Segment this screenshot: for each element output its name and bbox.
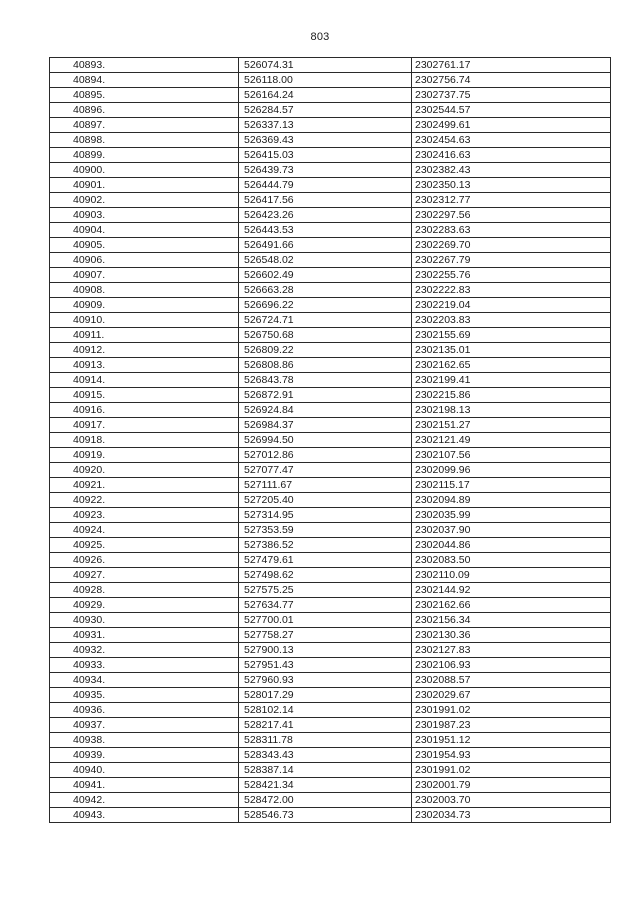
y-coordinate-cell: 2302115.17 <box>412 478 611 493</box>
point-id-cell: 40943. <box>50 808 239 823</box>
point-id-cell: 40899. <box>50 148 239 163</box>
y-coordinate-cell: 2302083.50 <box>412 553 611 568</box>
y-coordinate-cell: 2302151.27 <box>412 418 611 433</box>
x-coordinate-cell: 526164.24 <box>239 88 412 103</box>
point-id-cell: 40930. <box>50 613 239 628</box>
point-id-cell: 40919. <box>50 448 239 463</box>
x-coordinate-cell: 526337.13 <box>239 118 412 133</box>
y-coordinate-cell: 2302761.17 <box>412 58 611 73</box>
table-row <box>50 313 611 328</box>
y-coordinate-cell: 2302044.86 <box>412 538 611 553</box>
y-coordinate-cell: 2302255.76 <box>412 268 611 283</box>
table-row <box>50 88 611 103</box>
y-coordinate-cell: 2302099.96 <box>412 463 611 478</box>
table-row <box>50 148 611 163</box>
y-coordinate-cell: 2301991.02 <box>412 703 611 718</box>
table-row <box>50 238 611 253</box>
x-coordinate-cell: 526808.86 <box>239 358 412 373</box>
table-row <box>50 58 611 73</box>
x-coordinate-cell: 526602.49 <box>239 268 412 283</box>
point-id-cell: 40893. <box>50 58 239 73</box>
x-coordinate-cell: 526284.57 <box>239 103 412 118</box>
x-coordinate-cell: 528421.34 <box>239 778 412 793</box>
x-coordinate-cell: 526872.91 <box>239 388 412 403</box>
x-coordinate-cell: 527700.01 <box>239 613 412 628</box>
table-row <box>50 748 611 763</box>
y-coordinate-cell: 2302001.79 <box>412 778 611 793</box>
table-row <box>50 688 611 703</box>
x-coordinate-cell: 527012.86 <box>239 448 412 463</box>
table-row <box>50 253 611 268</box>
y-coordinate-cell: 2302269.70 <box>412 238 611 253</box>
table-row <box>50 448 611 463</box>
y-coordinate-cell: 2302088.57 <box>412 673 611 688</box>
x-coordinate-cell: 526423.26 <box>239 208 412 223</box>
x-coordinate-cell: 526843.78 <box>239 373 412 388</box>
x-coordinate-cell: 528472.00 <box>239 793 412 808</box>
table-row <box>50 553 611 568</box>
table-row <box>50 403 611 418</box>
point-id-cell: 40920. <box>50 463 239 478</box>
point-id-cell: 40918. <box>50 433 239 448</box>
point-id-cell: 40925. <box>50 538 239 553</box>
x-coordinate-cell: 528217.41 <box>239 718 412 733</box>
point-id-cell: 40929. <box>50 598 239 613</box>
table-row <box>50 388 611 403</box>
y-coordinate-cell: 2302144.92 <box>412 583 611 598</box>
x-coordinate-cell: 526491.66 <box>239 238 412 253</box>
y-coordinate-cell: 2301991.02 <box>412 763 611 778</box>
table-row <box>50 328 611 343</box>
table-row <box>50 808 611 823</box>
y-coordinate-cell: 2302499.61 <box>412 118 611 133</box>
table-row <box>50 343 611 358</box>
x-coordinate-cell: 526924.84 <box>239 403 412 418</box>
y-coordinate-cell: 2302222.83 <box>412 283 611 298</box>
x-coordinate-cell: 527205.40 <box>239 493 412 508</box>
table-row <box>50 223 611 238</box>
point-id-cell: 40914. <box>50 373 239 388</box>
y-coordinate-cell: 2302155.69 <box>412 328 611 343</box>
y-coordinate-cell: 2302003.70 <box>412 793 611 808</box>
point-id-cell: 40900. <box>50 163 239 178</box>
y-coordinate-cell: 2302130.36 <box>412 628 611 643</box>
y-coordinate-cell: 2302283.63 <box>412 223 611 238</box>
page-number: 803 <box>310 31 330 43</box>
x-coordinate-cell: 526548.02 <box>239 253 412 268</box>
y-coordinate-cell: 2301951.12 <box>412 733 611 748</box>
y-coordinate-cell: 2302094.89 <box>412 493 611 508</box>
table-row <box>50 658 611 673</box>
point-id-cell: 40935. <box>50 688 239 703</box>
point-id-cell: 40913. <box>50 358 239 373</box>
point-id-cell: 40909. <box>50 298 239 313</box>
point-id-cell: 40940. <box>50 763 239 778</box>
y-coordinate-cell: 2302219.04 <box>412 298 611 313</box>
x-coordinate-cell: 527111.67 <box>239 478 412 493</box>
table-row <box>50 598 611 613</box>
x-coordinate-cell: 528387.14 <box>239 763 412 778</box>
y-coordinate-cell: 2302162.65 <box>412 358 611 373</box>
x-coordinate-cell: 526369.43 <box>239 133 412 148</box>
x-coordinate-cell: 526984.37 <box>239 418 412 433</box>
y-coordinate-cell: 2302215.86 <box>412 388 611 403</box>
y-coordinate-cell: 2302267.79 <box>412 253 611 268</box>
y-coordinate-cell: 2302350.13 <box>412 178 611 193</box>
table-row <box>50 478 611 493</box>
y-coordinate-cell: 2302198.13 <box>412 403 611 418</box>
point-id-cell: 40937. <box>50 718 239 733</box>
y-coordinate-cell: 2302034.73 <box>412 808 611 823</box>
table-row <box>50 283 611 298</box>
y-coordinate-cell: 2302297.56 <box>412 208 611 223</box>
point-id-cell: 40894. <box>50 73 239 88</box>
x-coordinate-cell: 527758.27 <box>239 628 412 643</box>
point-id-cell: 40917. <box>50 418 239 433</box>
x-coordinate-cell: 526663.28 <box>239 283 412 298</box>
x-coordinate-cell: 528311.78 <box>239 733 412 748</box>
table-row <box>50 508 611 523</box>
table-row <box>50 433 611 448</box>
x-coordinate-cell: 528017.29 <box>239 688 412 703</box>
table-row <box>50 193 611 208</box>
y-coordinate-cell: 2302110.09 <box>412 568 611 583</box>
point-id-cell: 40928. <box>50 583 239 598</box>
x-coordinate-cell: 526444.79 <box>239 178 412 193</box>
y-coordinate-cell: 2302382.43 <box>412 163 611 178</box>
y-coordinate-cell: 2301954.93 <box>412 748 611 763</box>
point-id-cell: 40922. <box>50 493 239 508</box>
point-id-cell: 40904. <box>50 223 239 238</box>
point-id-cell: 40924. <box>50 523 239 538</box>
table-row <box>50 208 611 223</box>
point-id-cell: 40939. <box>50 748 239 763</box>
x-coordinate-cell: 526696.22 <box>239 298 412 313</box>
point-id-cell: 40908. <box>50 283 239 298</box>
point-id-cell: 40896. <box>50 103 239 118</box>
point-id-cell: 40897. <box>50 118 239 133</box>
point-id-cell: 40921. <box>50 478 239 493</box>
y-coordinate-cell: 2302106.93 <box>412 658 611 673</box>
x-coordinate-cell: 526074.31 <box>239 58 412 73</box>
y-coordinate-cell: 2301987.23 <box>412 718 611 733</box>
x-coordinate-cell: 527900.13 <box>239 643 412 658</box>
table-row <box>50 163 611 178</box>
point-id-cell: 40941. <box>50 778 239 793</box>
point-id-cell: 40902. <box>50 193 239 208</box>
y-coordinate-cell: 2302756.74 <box>412 73 611 88</box>
point-id-cell: 40895. <box>50 88 239 103</box>
table-row <box>50 373 611 388</box>
y-coordinate-cell: 2302416.63 <box>412 148 611 163</box>
y-coordinate-cell: 2302203.83 <box>412 313 611 328</box>
point-id-cell: 40916. <box>50 403 239 418</box>
x-coordinate-cell: 528343.43 <box>239 748 412 763</box>
y-coordinate-cell: 2302199.41 <box>412 373 611 388</box>
table-row <box>50 133 611 148</box>
point-id-cell: 40912. <box>50 343 239 358</box>
point-id-cell: 40933. <box>50 658 239 673</box>
point-id-cell: 40903. <box>50 208 239 223</box>
coordinates-table-body <box>50 58 611 823</box>
point-id-cell: 40907. <box>50 268 239 283</box>
point-id-cell: 40906. <box>50 253 239 268</box>
table-row <box>50 703 611 718</box>
x-coordinate-cell: 526443.53 <box>239 223 412 238</box>
x-coordinate-cell: 526118.00 <box>239 73 412 88</box>
y-coordinate-cell: 2302029.67 <box>412 688 611 703</box>
table-row <box>50 763 611 778</box>
table-row <box>50 268 611 283</box>
table-row <box>50 358 611 373</box>
table-row <box>50 463 611 478</box>
y-coordinate-cell: 2302737.75 <box>412 88 611 103</box>
point-id-cell: 40905. <box>50 238 239 253</box>
x-coordinate-cell: 526417.56 <box>239 193 412 208</box>
y-coordinate-cell: 2302107.56 <box>412 448 611 463</box>
table-row <box>50 523 611 538</box>
table-row <box>50 178 611 193</box>
y-coordinate-cell: 2302035.99 <box>412 508 611 523</box>
x-coordinate-cell: 527960.93 <box>239 673 412 688</box>
point-id-cell: 40898. <box>50 133 239 148</box>
y-coordinate-cell: 2302037.90 <box>412 523 611 538</box>
x-coordinate-cell: 527479.61 <box>239 553 412 568</box>
x-coordinate-cell: 527314.95 <box>239 508 412 523</box>
point-id-cell: 40901. <box>50 178 239 193</box>
x-coordinate-cell: 527575.25 <box>239 583 412 598</box>
point-id-cell: 40911. <box>50 328 239 343</box>
table-row <box>50 643 611 658</box>
y-coordinate-cell: 2302121.49 <box>412 433 611 448</box>
point-id-cell: 40931. <box>50 628 239 643</box>
x-coordinate-cell: 527077.47 <box>239 463 412 478</box>
table-row <box>50 583 611 598</box>
x-coordinate-cell: 526994.50 <box>239 433 412 448</box>
point-id-cell: 40942. <box>50 793 239 808</box>
point-id-cell: 40938. <box>50 733 239 748</box>
point-id-cell: 40927. <box>50 568 239 583</box>
x-coordinate-cell: 526439.73 <box>239 163 412 178</box>
table-row <box>50 418 611 433</box>
x-coordinate-cell: 527353.59 <box>239 523 412 538</box>
coordinates-table <box>49 57 611 823</box>
y-coordinate-cell: 2302162.66 <box>412 598 611 613</box>
x-coordinate-cell: 528546.73 <box>239 808 412 823</box>
point-id-cell: 40936. <box>50 703 239 718</box>
x-coordinate-cell: 527951.43 <box>239 658 412 673</box>
point-id-cell: 40923. <box>50 508 239 523</box>
table-row <box>50 118 611 133</box>
y-coordinate-cell: 2302127.83 <box>412 643 611 658</box>
x-coordinate-cell: 527386.52 <box>239 538 412 553</box>
x-coordinate-cell: 527634.77 <box>239 598 412 613</box>
x-coordinate-cell: 526809.22 <box>239 343 412 358</box>
point-id-cell: 40915. <box>50 388 239 403</box>
table-row <box>50 793 611 808</box>
x-coordinate-cell: 526750.68 <box>239 328 412 343</box>
y-coordinate-cell: 2302156.34 <box>412 613 611 628</box>
table-row <box>50 778 611 793</box>
y-coordinate-cell: 2302312.77 <box>412 193 611 208</box>
table-row <box>50 568 611 583</box>
table-row <box>50 733 611 748</box>
table-row <box>50 493 611 508</box>
table-row <box>50 298 611 313</box>
point-id-cell: 40926. <box>50 553 239 568</box>
table-row <box>50 538 611 553</box>
table-row <box>50 718 611 733</box>
x-coordinate-cell: 527498.62 <box>239 568 412 583</box>
x-coordinate-cell: 526415.03 <box>239 148 412 163</box>
y-coordinate-cell: 2302454.63 <box>412 133 611 148</box>
y-coordinate-cell: 2302544.57 <box>412 103 611 118</box>
x-coordinate-cell: 526724.71 <box>239 313 412 328</box>
y-coordinate-cell: 2302135.01 <box>412 343 611 358</box>
table-row <box>50 673 611 688</box>
table-row <box>50 613 611 628</box>
table-row <box>50 73 611 88</box>
x-coordinate-cell: 528102.14 <box>239 703 412 718</box>
table-row <box>50 103 611 118</box>
point-id-cell: 40910. <box>50 313 239 328</box>
point-id-cell: 40934. <box>50 673 239 688</box>
point-id-cell: 40932. <box>50 643 239 658</box>
table-row <box>50 628 611 643</box>
